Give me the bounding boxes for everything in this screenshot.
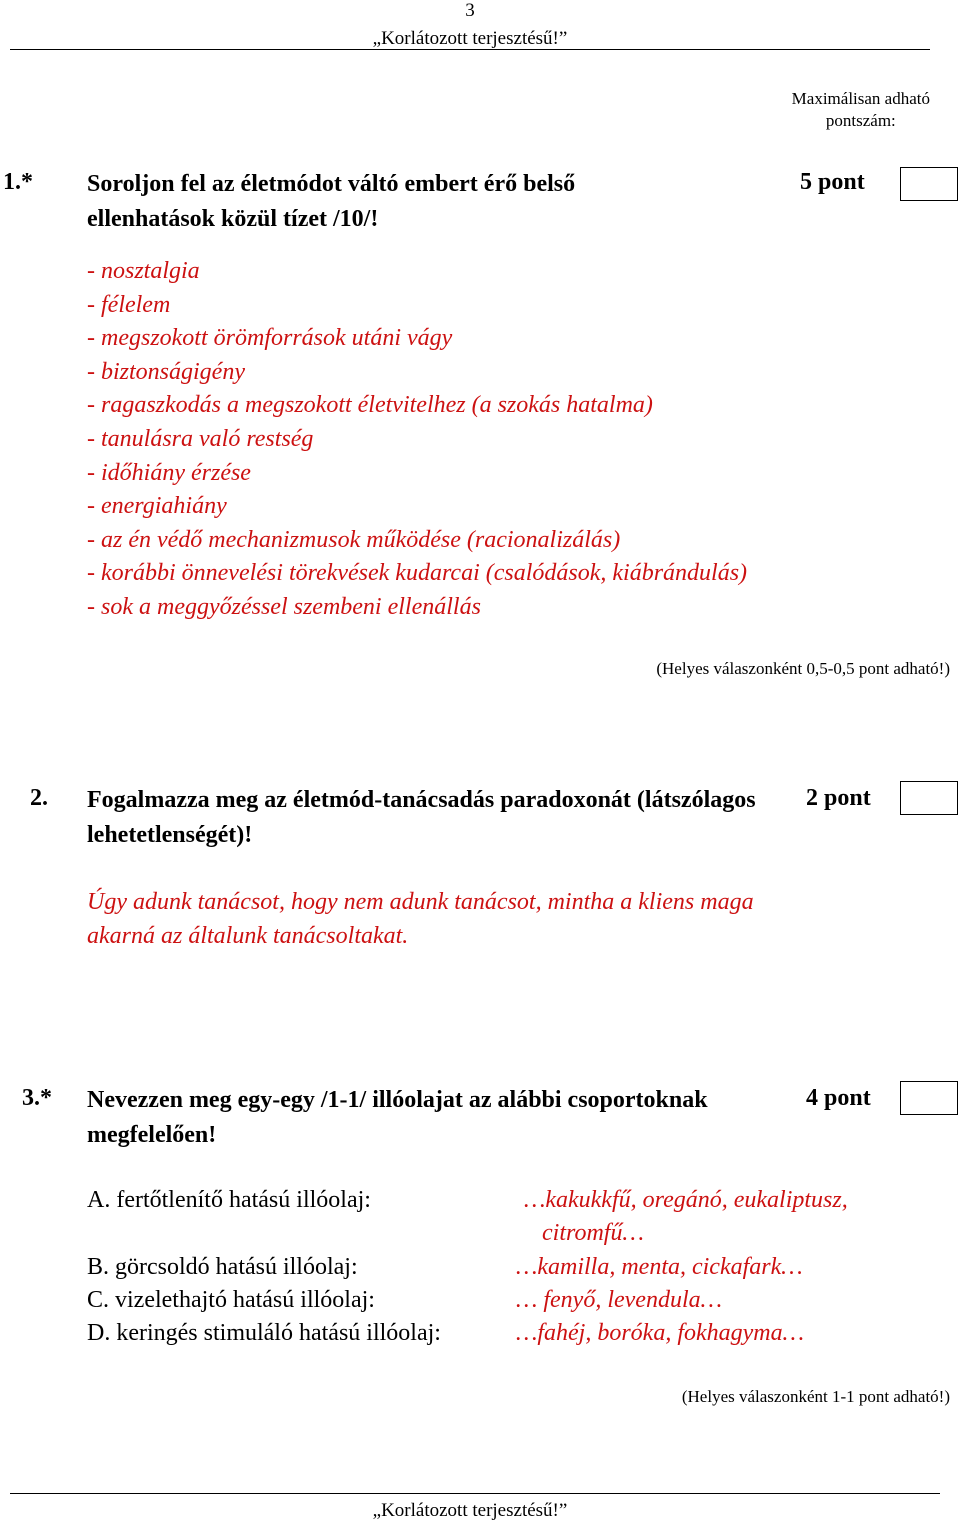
q3-points: 4 pont (806, 1085, 871, 1111)
footer-rule (10, 1493, 940, 1494)
q2-answer: Úgy adunk tanácsot, hogy nem adunk tanácsot, mintha a kliens maga akarná az általunk tanácsoltakat. (87, 889, 754, 949)
list-item: - félelem (87, 291, 171, 318)
list-item: - nosztalgia (87, 258, 200, 284)
q1-text: Soroljon fel az életmódot váltó embert érő belső ellenhatások közül tízet /10/! (87, 171, 576, 232)
q3-row-c-value: … fenyő, levendula… (516, 1287, 722, 1313)
q2-text: Fogalmazza meg az életmód-tanácsadás paradoxonát (látszólagos lehetetlenségét)! (87, 787, 756, 848)
list-item: - biztonságigény (87, 358, 245, 385)
footer-restriction: „Korlátozott terjesztésű!” (372, 1500, 568, 1521)
header-rule (10, 49, 930, 50)
list-item: - energiahiány (87, 493, 227, 520)
q2-points: 2 pont (806, 785, 871, 811)
q1-scoring-note: (Helyes válaszonként 0,5-0,5 pont adható!) (656, 659, 950, 678)
q3-row-d (87, 1320, 441, 1347)
q3-row-b (87, 1254, 358, 1281)
q3-row-d-label: D. keringés stimuláló hatású illóolaj: (87, 1320, 441, 1346)
header-restriction: „Korlátozott terjesztésű!” (372, 28, 568, 49)
list-item: - az én védő mechanizmusok működése (racionalizálás) (87, 526, 621, 553)
q1-number: 1.* (3, 169, 33, 195)
list-item: - ragaszkodás a megszokott életvitelhez (a szokás hatalma) (87, 392, 653, 419)
q3-row-a-value: …kakukkfű, oregánó, eukaliptusz, (524, 1187, 848, 1213)
q3-row-c (87, 1287, 375, 1314)
list-item: - korábbi önnevelési törekvések kudarcai (csalódások, kiábrándulás) (87, 560, 748, 587)
q3-text: Nevezzen meg egy-egy /1-1/ illóolajat az alábbi csoportoknak megfelelően! (87, 1087, 708, 1148)
q3-row-a-label: A. fertőtlenítő hatású illóolaj: (87, 1187, 371, 1213)
page-number: 3 (465, 0, 475, 21)
q3-row-a-value-cont: citromfű… (542, 1220, 644, 1246)
q2-number: 2. (30, 785, 48, 811)
q3-row-d-value: …fahéj, boróka, fokhagyma… (516, 1320, 804, 1346)
q1-points: 5 pont (800, 169, 865, 195)
list-item: - megszokott örömforrások utáni vágy (87, 325, 453, 352)
q3-scoring-note: (Helyes válaszonként 1-1 pont adható!) (681, 1387, 950, 1406)
max-points-label-line2: pontszám: (825, 111, 896, 130)
q3-row-b-label: B. görcsoldó hatású illóolaj: (87, 1254, 358, 1280)
max-points-label-line1: Maximálisan adható (791, 89, 930, 108)
list-item: - tanulásra való restség (87, 425, 314, 452)
q3-row-c-label: C. vizelethajtó hatású illóolaj: (87, 1287, 375, 1313)
q2-score-box[interactable] (900, 781, 958, 815)
q3-number: 3.* (22, 1085, 52, 1111)
q3-row-a (87, 1187, 371, 1214)
q3-score-box[interactable] (900, 1081, 958, 1115)
q1-answer-list (87, 255, 747, 625)
q3-row-b-value: …kamilla, menta, cickafark… (516, 1254, 803, 1280)
max-points-label (792, 88, 930, 132)
list-item: - sok a meggyőzéssel szembeni ellenállás (87, 593, 481, 620)
q1-score-box[interactable] (900, 167, 958, 201)
list-item: - időhiány érzése (87, 459, 251, 486)
